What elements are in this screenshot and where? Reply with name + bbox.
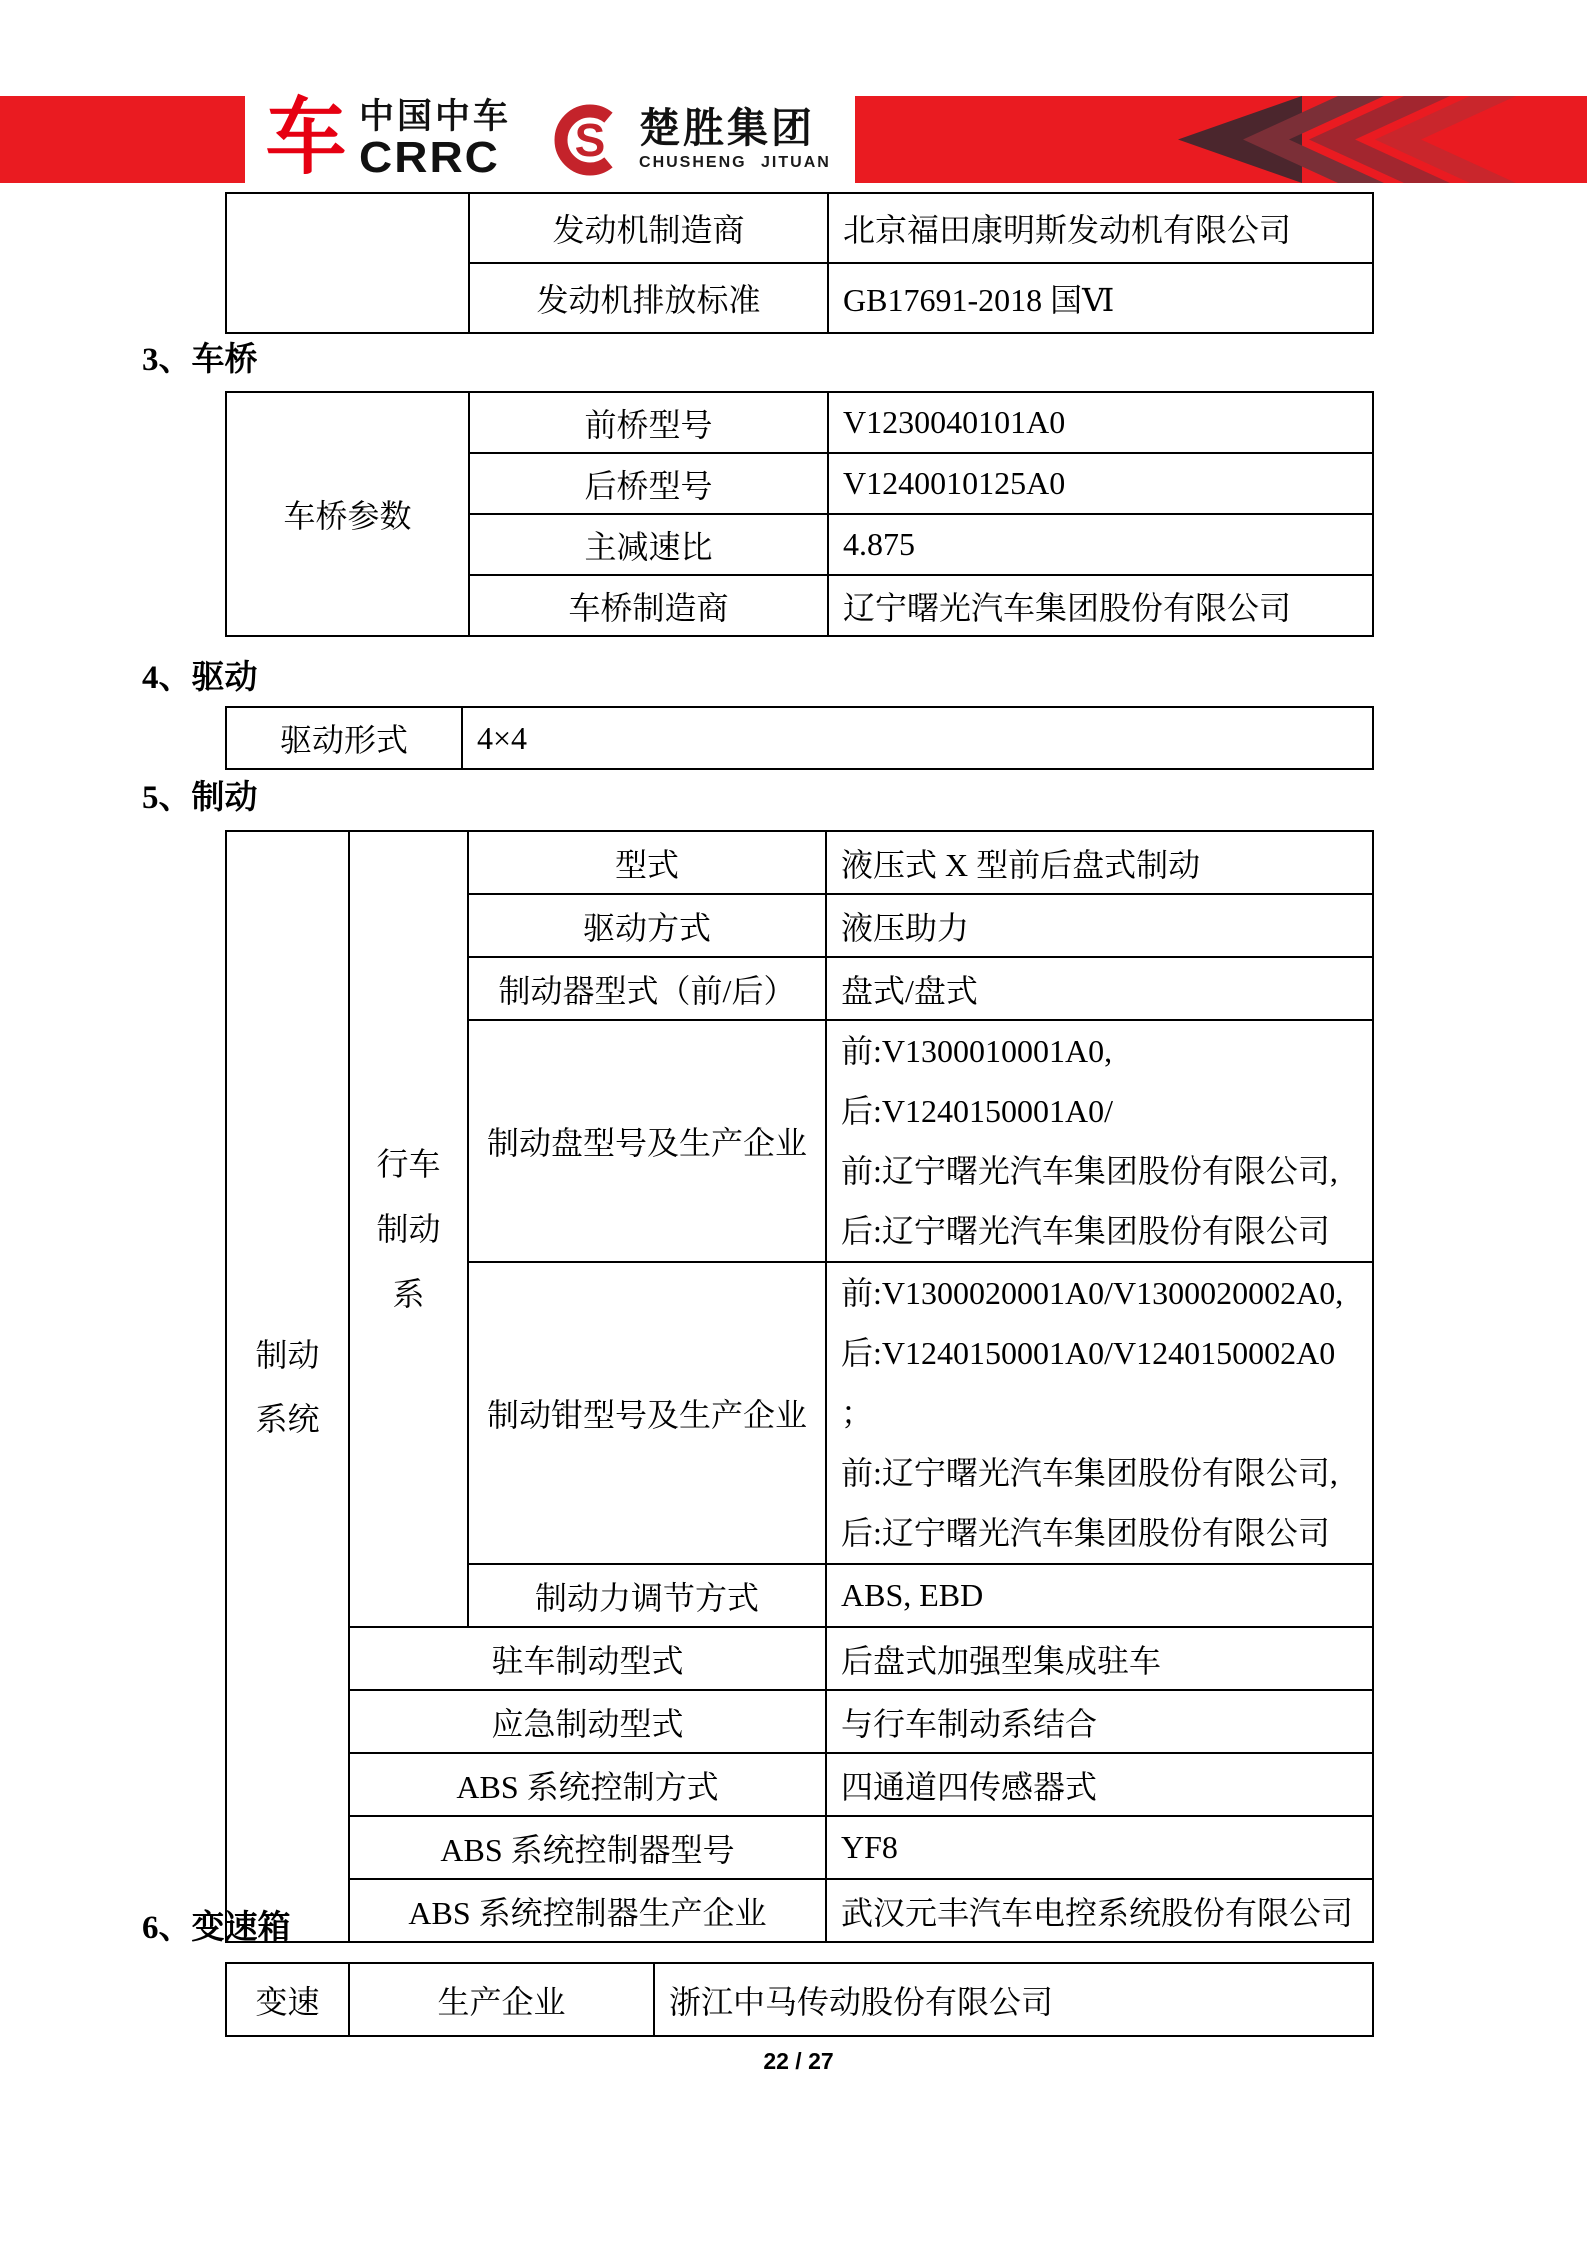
row-label: 前桥型号 bbox=[469, 392, 828, 453]
axle-table bbox=[225, 391, 1374, 637]
crrc-wordmark bbox=[359, 96, 512, 182]
row-value: 四通道四传感器式 bbox=[826, 1753, 1373, 1816]
crrc-name-cn: 中国中车 bbox=[359, 96, 512, 136]
section-heading-drive: 4、驱动 bbox=[142, 660, 258, 696]
row-value: V1240010125A0 bbox=[828, 453, 1373, 514]
table-row bbox=[226, 193, 1373, 263]
section-heading-gearbox: 6、变速箱 bbox=[142, 1910, 291, 1946]
gearbox-table bbox=[225, 1962, 1374, 2037]
row-label: 制动器型式（前/后） bbox=[468, 957, 826, 1020]
gearbox-group-cell: 变速 bbox=[226, 1963, 349, 2036]
row-value: 盘式/盘式 bbox=[826, 957, 1373, 1020]
row-value: 前:V1300020001A0/V1300020002A0, 后:V1240150001A0/V1240150002A0 ； 前:辽宁曙光汽车集团股份有限公司, 后:辽宁曙光汽车集团股份有限公司 bbox=[826, 1262, 1373, 1564]
page-number: 22 / 27 bbox=[763, 2048, 834, 2074]
row-value: 前:V1300010001A0, 后:V1240150001A0/ 前:辽宁曙光汽车集团股份有限公司, 后:辽宁曙光汽车集团股份有限公司 bbox=[826, 1020, 1373, 1262]
table-row bbox=[226, 1879, 1373, 1942]
logo-panel bbox=[245, 91, 855, 185]
table-row bbox=[226, 1753, 1373, 1816]
crrc-logo-icon: 车 bbox=[265, 91, 347, 185]
chusheng-wordmark bbox=[639, 105, 831, 171]
row-value: 4×4 bbox=[462, 707, 1373, 769]
row-label: 发动机排放标准 bbox=[469, 263, 828, 333]
engine-table bbox=[225, 192, 1374, 334]
table-row bbox=[226, 707, 1373, 769]
table-row bbox=[226, 1627, 1373, 1690]
brake-system-group-cell: 制动 系统 bbox=[226, 831, 349, 1942]
row-value: 北京福田康明斯发动机有限公司 bbox=[828, 193, 1373, 263]
row-value: GB17691-2018 国Ⅵ bbox=[828, 263, 1373, 333]
row-value: 辽宁曙光汽车集团股份有限公司 bbox=[828, 575, 1373, 636]
chusheng-name-cn: 楚胜集团 bbox=[639, 105, 816, 151]
drive-table bbox=[225, 706, 1374, 770]
row-label: 型式 bbox=[468, 831, 826, 894]
row-value: 浙江中马传动股份有限公司 bbox=[654, 1963, 1373, 2036]
row-value: V1230040101A0 bbox=[828, 392, 1373, 453]
row-label: 制动盘型号及生产企业 bbox=[468, 1020, 826, 1262]
row-label: 主减速比 bbox=[469, 514, 828, 575]
table-row bbox=[226, 1816, 1373, 1879]
section-heading-axle: 3、车桥 bbox=[142, 342, 258, 378]
table-row bbox=[226, 1690, 1373, 1753]
row-label: 发动机制造商 bbox=[469, 193, 828, 263]
row-label: ABS 系统控制方式 bbox=[349, 1753, 826, 1816]
row-label: 制动力调节方式 bbox=[468, 1564, 826, 1627]
row-value: 武汉元丰汽车电控系统股份有限公司 bbox=[826, 1879, 1373, 1942]
table-row bbox=[226, 831, 1373, 894]
row-label: 后桥型号 bbox=[469, 453, 828, 514]
row-label: 制动钳型号及生产企业 bbox=[468, 1262, 826, 1564]
row-label: 驻车制动型式 bbox=[349, 1627, 826, 1690]
row-label: 车桥制造商 bbox=[469, 575, 828, 636]
row-value: 4.875 bbox=[828, 514, 1373, 575]
row-label: 生产企业 bbox=[349, 1963, 654, 2036]
row-value: 后盘式加强型集成驻车 bbox=[826, 1627, 1373, 1690]
chusheng-name-en: CHUSHENG JITUAN bbox=[639, 154, 831, 171]
row-value: 液压助力 bbox=[826, 894, 1373, 957]
engine-group-cell bbox=[226, 193, 469, 333]
row-label: 驱动方式 bbox=[468, 894, 826, 957]
svg-text:S: S bbox=[574, 114, 606, 166]
row-label: ABS 系统控制器生产企业 bbox=[349, 1879, 826, 1942]
row-value: 与行车制动系结合 bbox=[826, 1690, 1373, 1753]
row-value: 液压式 X 型前后盘式制动 bbox=[826, 831, 1373, 894]
section-heading-brake: 5、制动 bbox=[142, 780, 258, 816]
chusheng-logo-icon bbox=[553, 96, 631, 183]
service-brake-group-cell: 行车 制动 系 bbox=[349, 831, 468, 1627]
row-label: 应急制动型式 bbox=[349, 1690, 826, 1753]
row-value: ABS, EBD bbox=[826, 1564, 1373, 1627]
table-row bbox=[226, 392, 1373, 453]
row-value: YF8 bbox=[826, 1816, 1373, 1879]
row-label: 驱动形式 bbox=[226, 707, 462, 769]
table-row bbox=[226, 1963, 1373, 2036]
crrc-name-en: CRRC bbox=[359, 131, 500, 182]
axle-group-cell: 车桥参数 bbox=[226, 392, 469, 636]
brake-table bbox=[225, 830, 1374, 1943]
row-label: ABS 系统控制器型号 bbox=[349, 1816, 826, 1879]
